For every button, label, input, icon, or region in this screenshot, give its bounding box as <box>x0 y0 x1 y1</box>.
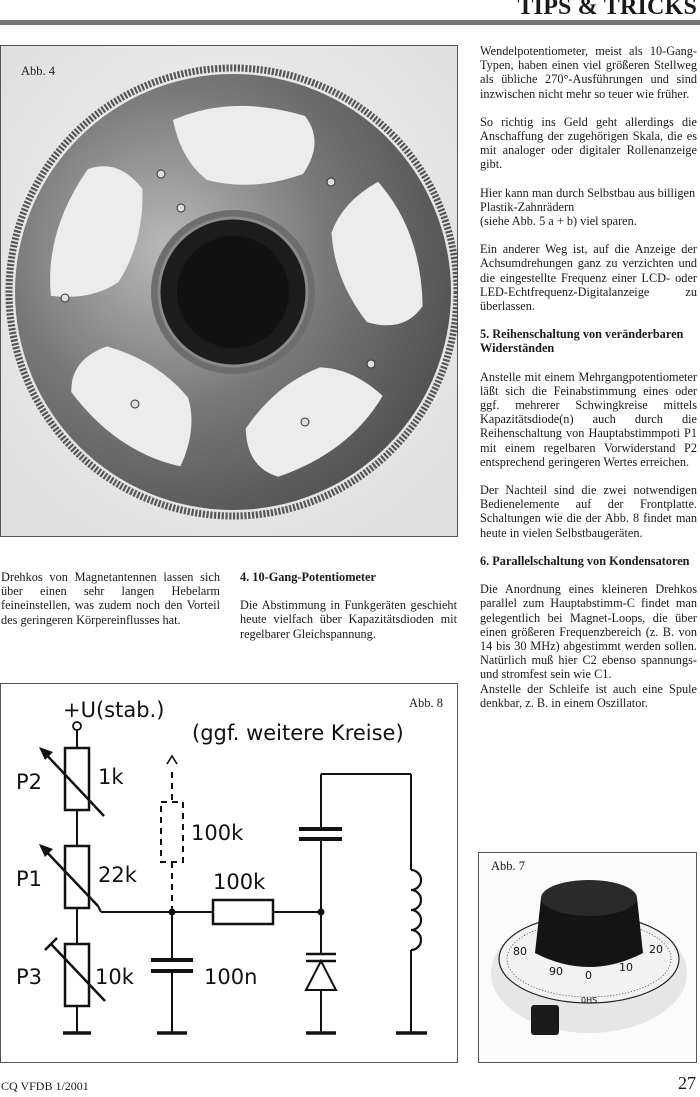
inductor-symbol <box>411 870 421 950</box>
section-heading-4: 4. 10-Gang-Potentiometer <box>240 570 376 584</box>
paragraph: Die Anordnung eines kleineren Drehkos parallel zum Hauptabstimm-C findet man gelegentlich bei Magnet-Loops, die über einen größeren Frequenzbereich (z. B. von 14 bis 30 MHz) abgestimmt werden sollen. Natürlich muß hier C2 ebenso spannungs- und stromfest sein wie C1. <box>480 582 697 682</box>
supply-terminal-icon <box>73 722 81 730</box>
paragraph: Ein anderer Weg ist, auf die Anzeige der Achsumdrehungen ganz zu verzichten und die eingestellte Frequenz einer LCD- oder LED-Echtfrequenz-Digitalanzeige zu überlassen. <box>480 242 697 314</box>
paragraph <box>480 186 697 229</box>
section-title: TIPS & TRICKS <box>517 0 697 20</box>
section-heading-6: 6. Parallelschaltung von Kondensatoren <box>480 553 690 568</box>
figure-abb4-gear-photo <box>0 45 458 537</box>
figure-abb8-schematic <box>0 683 458 1063</box>
figure-label: Abb. 8 <box>408 696 443 710</box>
section-heading-5: 5. Reihenschaltung von veränderbaren Widerständen <box>480 327 684 356</box>
potentiometer-p1-symbol <box>65 846 89 908</box>
paragraph: Anstelle mit einem Mehrgangpotentiometer läßt sich die Feinabstimmung eines oder ggf. mehrerer Schwingkreise mittels Kapazitätsdiode(n) auch durch die Reihenschaltung von Hauptabstimmpoti P1 mit einem regelbaren Vorwiderstand P2 entsprechend geringeren Wertes erreichen. <box>480 369 697 469</box>
capacitor-value: 100n <box>204 965 258 989</box>
dial-number: 90 <box>549 965 563 978</box>
p2-label: P2 <box>16 770 43 794</box>
paragraph: Wendelpotentiometer, meist als 10-Gang-Typen, haben einen viel größeren Stellweg als übliche 270°-Ausführungen und sind inzwischen nicht mehr so teuer wie früher. <box>480 44 697 101</box>
paragraph: Die Abstimmung in Funkgeräten geschieht heute vielfach über Kapazitätsdioden mit regelbarer Gleichspannung. <box>240 598 457 641</box>
right-column-text <box>480 44 697 724</box>
dial-brand: 0HS <box>581 996 598 1005</box>
dial-number: 10 <box>619 961 633 974</box>
header-rule <box>0 20 700 25</box>
figure-label: Abb. 4 <box>21 64 56 78</box>
paragraph: So richtig ins Geld geht allerdings die Anschaffung der zugehörigen Skala, die es mit analoger oder digitaler Rollenanzeige gibt. <box>480 114 697 172</box>
potentiometer-p3-symbol <box>65 944 89 1006</box>
paragraph: Der Nachteil sind die zwei notwendigen Bedienelemente auf der Frontplatte. Schaltungen wie die der Abb. 8 findet man heute in vielen Selbstbaugeräten. <box>480 483 697 540</box>
dial-number: 20 <box>649 943 663 956</box>
note-label: (ggf. weitere Kreise) <box>192 721 404 745</box>
circuit-schematic <box>1 684 457 1062</box>
figure-abb7-dial-photo <box>478 852 697 1063</box>
dial-knob-illustration <box>479 853 696 1062</box>
gear-photo-illustration <box>1 46 457 536</box>
dial-number: 0 <box>585 969 592 982</box>
optional-resistor-symbol <box>161 802 183 862</box>
p1-label: P1 <box>16 867 43 891</box>
paragraph-line: Hier kann man durch Selbstbau aus billigen Plastik-Zahnrädern <box>480 185 696 214</box>
dashed-resistor-value: 100k <box>191 821 244 845</box>
footer-issue: CQ VFDB 1/2001 <box>1 1079 89 1093</box>
p3-label: P3 <box>16 965 43 989</box>
supply-label: +U(stab.) <box>63 698 165 722</box>
series-resistor-value: 100k <box>213 870 266 894</box>
p1-value: 22k <box>98 863 137 887</box>
left-column-text <box>1 570 220 641</box>
figure-label: Abb. 7 <box>491 859 526 873</box>
middle-column-text <box>240 570 457 655</box>
p2-value: 1k <box>98 765 124 789</box>
series-resistor-symbol <box>213 900 273 924</box>
paragraph-line: (siehe Abb. 5 a + b) viel sparen. <box>480 214 637 229</box>
page-number: 27 <box>678 1073 696 1093</box>
dial-lock-lever <box>531 1005 559 1035</box>
paragraph: Anstelle der Schleife ist auch eine Spule denkbar, z. B. in einem Oszillator. <box>480 681 697 710</box>
p3-value: 10k <box>95 965 134 989</box>
dial-number: 80 <box>513 945 527 958</box>
paragraph: Drehkos von Magnetantennen lassen sich über einen sehr langen Hebelarm feineinstellen, was zudem noch den Vorteil des geringeren Körpereinflusses hat. <box>1 570 220 627</box>
